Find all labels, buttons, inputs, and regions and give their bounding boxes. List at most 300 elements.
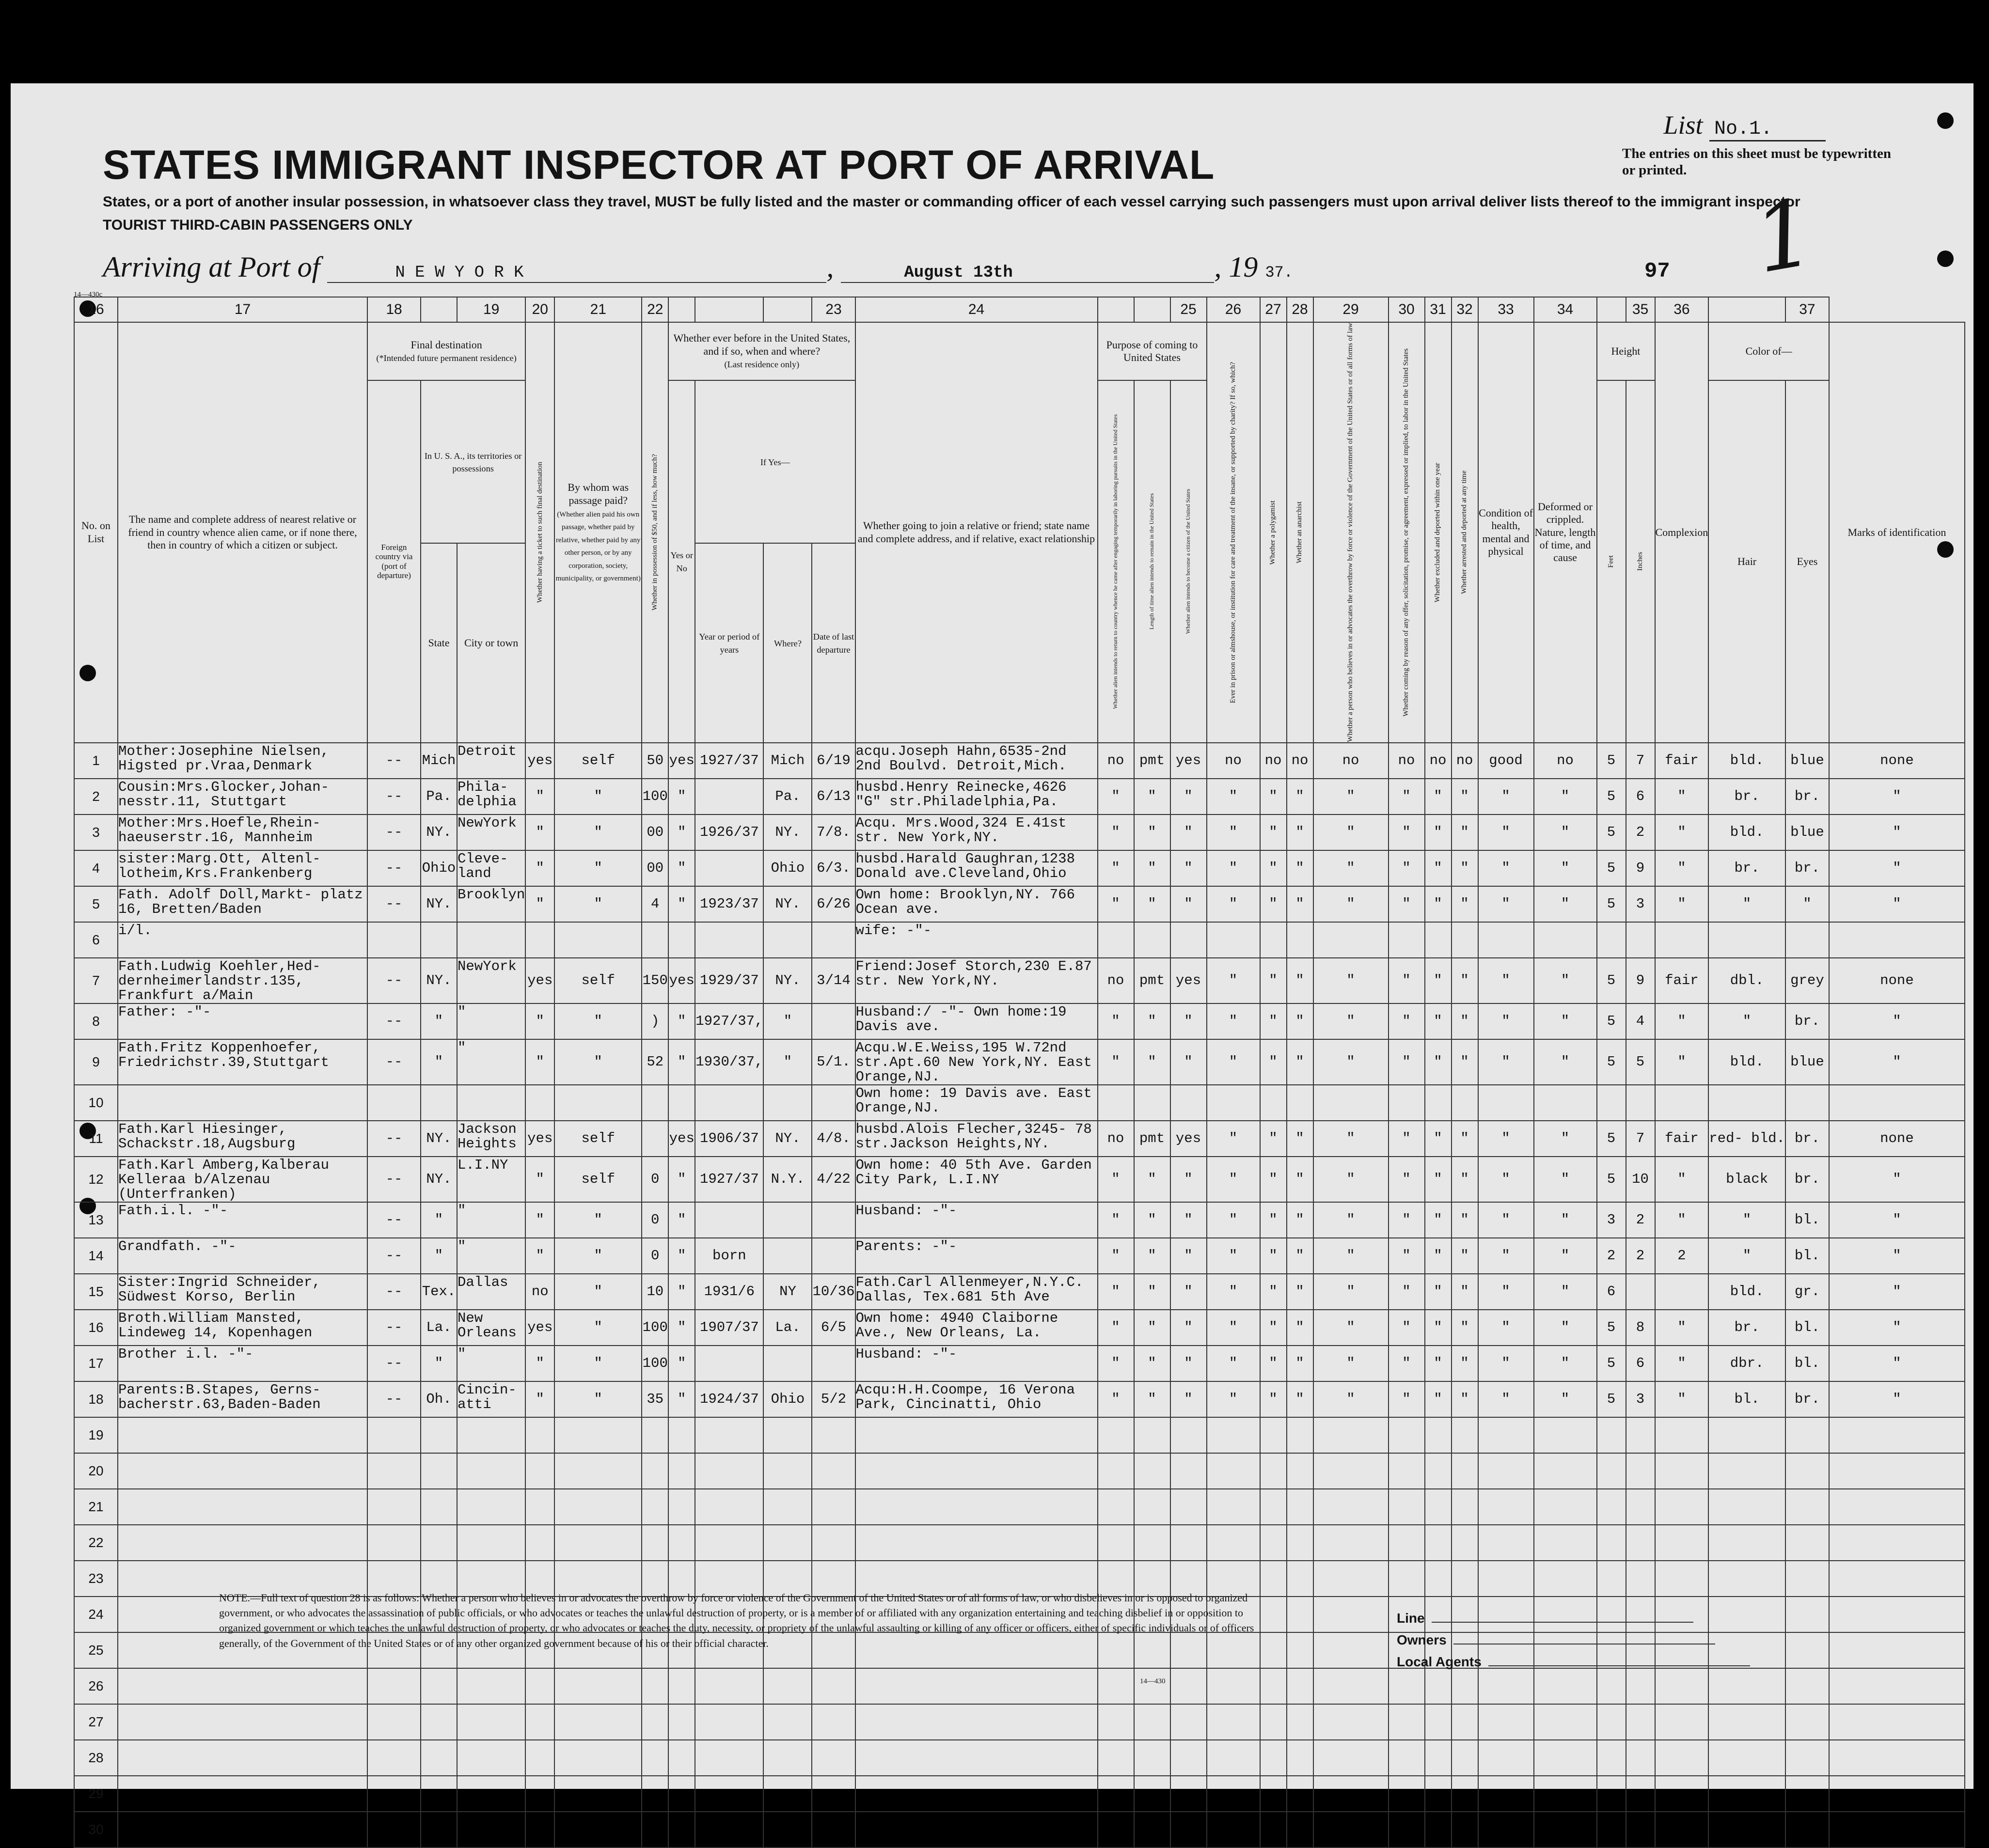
cell-cx [1655, 1704, 1709, 1740]
cell-marks: " [1829, 1310, 1965, 1346]
cell-hair [1708, 1812, 1785, 1848]
cell-fc [367, 1704, 421, 1740]
cell-tk: " [525, 1039, 554, 1085]
cell-c26 [1260, 1668, 1287, 1704]
cell-c27: " [1287, 1003, 1313, 1039]
cell-p2 [1134, 1740, 1170, 1776]
cell-c33 [1534, 1668, 1597, 1704]
cell-c33 [1534, 1525, 1597, 1561]
cell-city: Brooklyn [457, 886, 525, 922]
cell-tk: " [525, 814, 554, 850]
cell-p1 [1098, 1704, 1134, 1740]
cell-paid: " [554, 1346, 642, 1381]
cell-p3: " [1170, 886, 1207, 922]
cell-c30: " [1425, 814, 1452, 850]
cell-c28 [1313, 1085, 1389, 1121]
cell-c29 [1389, 1561, 1425, 1597]
cell-c27 [1287, 1561, 1313, 1597]
cell-yn [668, 1668, 695, 1704]
cell-p2: " [1134, 1157, 1170, 1202]
cell-city: Dallas [457, 1274, 525, 1310]
cell-st: Ohio [421, 850, 457, 886]
cell-ft [1597, 1704, 1626, 1740]
cell-c27: " [1287, 850, 1313, 886]
cell-n: 10 [74, 1085, 118, 1121]
cell-p3: " [1170, 1310, 1207, 1346]
cell-p3 [1170, 1812, 1207, 1848]
cell-cx: " [1655, 1039, 1709, 1085]
cell-money [642, 1085, 668, 1121]
cell-dt: 5/2 [812, 1381, 855, 1417]
cell-hair [1708, 1561, 1785, 1597]
cell-c32: " [1478, 1202, 1534, 1238]
cell-n: 2 [74, 779, 118, 814]
cell-ft: 2 [1597, 1238, 1626, 1274]
cell-c26 [1260, 1453, 1287, 1489]
cell-p2 [1134, 1704, 1170, 1740]
cell-where [763, 1776, 812, 1812]
cell-c32: good [1478, 743, 1534, 779]
manifest-row [74, 1039, 1965, 1085]
cell-c31: " [1452, 1039, 1478, 1085]
header-cell [1170, 380, 1207, 743]
manifest-row [74, 1274, 1965, 1310]
cell-c28: no [1313, 743, 1389, 779]
cell-hair: bld. [1708, 814, 1785, 850]
height-header: Height [1611, 345, 1641, 357]
cell-st: NY. [421, 1121, 457, 1157]
cell-st: " [421, 1238, 457, 1274]
cell-fc: -- [367, 1238, 421, 1274]
date-last-header: Date of last departure [813, 632, 854, 655]
cell-c25 [1207, 1525, 1260, 1561]
cell-where [763, 1202, 812, 1238]
cell-fc: -- [367, 743, 421, 779]
cell-where: Pa. [763, 779, 812, 814]
cell-join: acqu.Joseph Hahn,6535-2nd 2nd Boulvd. Detroit,Mich. [855, 743, 1098, 779]
cell-city: L.I.NY [457, 1157, 525, 1202]
foreign-country-header: Foreign country via (port of departure) [375, 542, 413, 580]
cell-c25 [1207, 1812, 1260, 1848]
cell-c26 [1260, 1417, 1287, 1453]
cell-money [642, 1121, 668, 1157]
cell-fc: -- [367, 1381, 421, 1417]
cell-yn [668, 1812, 695, 1848]
cell-c25 [1207, 1776, 1260, 1812]
cell-city [457, 1668, 525, 1704]
cell-c32: " [1478, 1003, 1534, 1039]
relative-header: The name and complete address of nearest relative or friend in country whence alien came, or if none there, then in country of which a citizen or subject. [128, 513, 357, 551]
cell-c30: " [1425, 1202, 1452, 1238]
cell-c25: " [1207, 850, 1260, 886]
cell-join: Own home: 4940 Claiborne Ave., New Orleans, La. [855, 1310, 1098, 1346]
cell-c27: " [1287, 1157, 1313, 1202]
cell-dt [812, 1525, 855, 1561]
cell-yn [668, 1085, 695, 1121]
cell-p1 [1098, 1776, 1134, 1812]
cell-c28: " [1313, 850, 1389, 886]
cell-tk [525, 1085, 554, 1121]
cell-in: 10 [1626, 1157, 1655, 1202]
cell-c26: no [1260, 743, 1287, 779]
column-number [1098, 297, 1134, 322]
cell-hair: " [1708, 1003, 1785, 1039]
cell-c29 [1389, 1453, 1425, 1489]
no-on-list-header: No. on List [81, 519, 110, 545]
cell-yn: yes [668, 958, 695, 1003]
cell-fc [367, 1417, 421, 1453]
cell-p3: " [1170, 1003, 1207, 1039]
cell-c30: " [1425, 1238, 1452, 1274]
cell-money: 0 [642, 1202, 668, 1238]
cell-c27 [1287, 1417, 1313, 1453]
cell-p3 [1170, 1740, 1207, 1776]
cell-dt: 3/14 [812, 958, 855, 1003]
cell-p1: no [1098, 1121, 1134, 1157]
cell-c33: " [1534, 1238, 1597, 1274]
manifest-row [74, 814, 1965, 850]
cell-c25 [1207, 922, 1260, 958]
cell-n: 17 [74, 1346, 118, 1381]
cell-c28: " [1313, 1346, 1389, 1381]
cell-c32 [1478, 1776, 1534, 1812]
cell-st: NY. [421, 814, 457, 850]
cell-marks [1829, 1704, 1965, 1740]
cell-c30: " [1425, 1310, 1452, 1346]
cell-c27: " [1287, 1238, 1313, 1274]
column-number: 19 [457, 297, 525, 322]
cell-c28 [1313, 1776, 1389, 1812]
cell-tk: " [525, 1381, 554, 1417]
cell-c30 [1425, 922, 1452, 958]
cell-yrs: 1931/6 [695, 1274, 763, 1310]
local-agents-label: Local Agents [1397, 1654, 1750, 1670]
cell-eyes [1785, 1704, 1829, 1740]
line-label: Line [1397, 1611, 1693, 1626]
cell-yn [668, 1417, 695, 1453]
cell-city: Phila- delphia [457, 779, 525, 814]
cell-hair [1708, 922, 1785, 958]
header-cell [1287, 322, 1313, 743]
cell-join: Parents: -"- [855, 1238, 1098, 1274]
cell-where: NY. [763, 1121, 812, 1157]
cell-c26: " [1260, 1202, 1287, 1238]
manifest-row [74, 1238, 1965, 1274]
cell-cx: " [1655, 1003, 1709, 1039]
cell-c26: " [1260, 1274, 1287, 1310]
cell-c31 [1452, 922, 1478, 958]
cell-hair: bl. [1708, 1381, 1785, 1417]
cell-c30 [1425, 1489, 1452, 1525]
cell-paid [554, 1668, 642, 1704]
cell-st: Pa. [421, 779, 457, 814]
passage-header: By whom was passage paid? [568, 481, 629, 506]
cell-marks [1829, 1597, 1965, 1632]
cell-n: 15 [74, 1274, 118, 1310]
cell-yn: " [668, 1346, 695, 1381]
cell-ft: 5 [1597, 1039, 1626, 1085]
cell-yn: " [668, 1003, 695, 1039]
cell-city: Cleve- land [457, 850, 525, 886]
cell-st: " [421, 1003, 457, 1039]
cell-paid: " [554, 814, 642, 850]
cell-c28: " [1313, 1310, 1389, 1346]
cell-c25: " [1207, 814, 1260, 850]
c27-header: Whether an anarchist [1295, 501, 1304, 564]
cell-st [421, 1085, 457, 1121]
cell-ft [1597, 1085, 1626, 1121]
manifest-row [74, 1776, 1965, 1812]
cell-c25 [1207, 1417, 1260, 1453]
cell-p2: " [1134, 1238, 1170, 1274]
cell-c27: " [1287, 1381, 1313, 1417]
cell-tk [525, 1740, 554, 1776]
cell-hair: dbr. [1708, 1346, 1785, 1381]
cell-join [855, 1453, 1098, 1489]
cell-p2 [1134, 1489, 1170, 1525]
cell-marks [1829, 1632, 1965, 1668]
cell-c25 [1207, 1740, 1260, 1776]
cell-c26: " [1260, 1121, 1287, 1157]
cell-join: Acqu.W.E.Weiss,195 W.72nd str.Apt.60 New York,NY. East Orange,NJ. [855, 1039, 1098, 1085]
cell-join: husbd.Henry Reinecke,4626 "G" str.Philadelphia,Pa. [855, 779, 1098, 814]
cell-marks: " [1829, 1039, 1965, 1085]
cell-tk [525, 1668, 554, 1704]
header-instructions: States, or a port of another insular possession, in whatsoever class they travel, MUST be fully listed and the master or commanding officer of each vessel carrying such passengers must upon arrival deliver lists thereof to the immigrant inspector [103, 194, 1800, 210]
cell-c31 [1452, 1489, 1478, 1525]
c28-header: Whether a person who believes in or advocates the overthrow by force or violence of the Government of the United States or of all forms of law [1346, 323, 1355, 742]
cell-dt [812, 1668, 855, 1704]
cell-marks [1829, 1453, 1965, 1489]
cell-c29: " [1389, 1310, 1425, 1346]
cell-money [642, 1740, 668, 1776]
header-cell [812, 543, 855, 743]
cell-in [1626, 1274, 1655, 1310]
cell-c31: " [1452, 1121, 1478, 1157]
cell-c32: " [1478, 1381, 1534, 1417]
cell-c28 [1313, 1632, 1389, 1668]
cell-yrs: 1927/37, [695, 1003, 763, 1039]
cell-eyes [1785, 1417, 1829, 1453]
cell-c31: " [1452, 779, 1478, 814]
column-number: 34 [1534, 297, 1597, 322]
cell-c32 [1478, 1561, 1534, 1597]
cell-paid [554, 1525, 642, 1561]
cell-eyes: gr. [1785, 1274, 1829, 1310]
cell-ft: 5 [1597, 779, 1626, 814]
cell-c27 [1287, 1453, 1313, 1489]
cell-tk: yes [525, 958, 554, 1003]
cell-c29: " [1389, 958, 1425, 1003]
cell-st: NY. [421, 886, 457, 922]
cell-p2 [1134, 1668, 1170, 1704]
cell-paid: " [554, 779, 642, 814]
cell-c27 [1287, 1704, 1313, 1740]
cell-p3: " [1170, 1346, 1207, 1381]
cell-p2: pmt [1134, 743, 1170, 779]
cell-tk [525, 1704, 554, 1740]
cell-yn: " [668, 1310, 695, 1346]
color-of-header: Color of— [1745, 345, 1792, 357]
cell-c25 [1207, 1085, 1260, 1121]
cell-cx [1655, 1812, 1709, 1848]
cell-dt [812, 1085, 855, 1121]
cell-in: 6 [1626, 779, 1655, 814]
cell-eyes: br. [1785, 779, 1829, 814]
cell-st: Tex. [421, 1274, 457, 1310]
cell-where: " [763, 1039, 812, 1085]
cell-join: Acqu. Mrs.Wood,324 E.41st str. New York,NY. [855, 814, 1098, 850]
cell-c33: " [1534, 1157, 1597, 1202]
header-cell [1829, 322, 1965, 743]
cell-c30: " [1425, 1157, 1452, 1202]
cell-dt [812, 1489, 855, 1525]
cell-c27: " [1287, 1346, 1313, 1381]
cell-c27 [1287, 1489, 1313, 1525]
cell-tk: " [525, 1003, 554, 1039]
cell-p3: " [1170, 1202, 1207, 1238]
c30-header: Whether excluded and deported within one year [1434, 462, 1442, 602]
cell-hair [1708, 1776, 1785, 1812]
cell-ft [1597, 1417, 1626, 1453]
header-cell [1478, 322, 1534, 743]
cell-yrs: 1906/37 [695, 1121, 763, 1157]
cell-c26 [1260, 1704, 1287, 1740]
cell-c25 [1207, 1704, 1260, 1740]
cell-c29 [1389, 1668, 1425, 1704]
cell-marks: " [1829, 779, 1965, 814]
cell-dt [812, 1704, 855, 1740]
cell-where: NY. [763, 958, 812, 1003]
cell-c31: " [1452, 886, 1478, 922]
cell-yrs: 1907/37 [695, 1310, 763, 1346]
cell-cx [1655, 1668, 1709, 1704]
header-cell [1708, 380, 1785, 743]
cell-p2: " [1134, 1274, 1170, 1310]
cell-c31: " [1452, 1310, 1478, 1346]
cell-money: 50 [642, 743, 668, 779]
cell-rel: Fath.Karl Amberg,Kalberau Kelleraa b/Alzenau (Unterfranken) [118, 1157, 367, 1202]
cell-c28 [1313, 1453, 1389, 1489]
cell-rel: Mother:Mrs.Hoefle,Rhein- haeuserstr.16, Mannheim [118, 814, 367, 850]
cell-c27 [1287, 1632, 1313, 1668]
cell-join: Acqu:H.H.Coompe, 16 Verona Park, Cincinatti, Ohio [855, 1381, 1098, 1417]
cell-p3 [1170, 922, 1207, 958]
cell-c27: " [1287, 1121, 1313, 1157]
cell-c30 [1425, 1668, 1452, 1704]
cell-c26: " [1260, 1346, 1287, 1381]
cell-fc: -- [367, 850, 421, 886]
header-cell [695, 543, 763, 743]
cell-c25: " [1207, 1003, 1260, 1039]
final-destination-header: Final destination [410, 338, 482, 351]
cell-city [457, 1085, 525, 1121]
cell-ft [1597, 1668, 1626, 1704]
cell-c30: " [1425, 1039, 1452, 1085]
cell-c33: no [1534, 743, 1597, 779]
health-header: Condition of health, mental and physical [1479, 506, 1533, 558]
header-cell [1260, 322, 1287, 743]
manifest-row [74, 1381, 1965, 1417]
header-cell [1597, 322, 1655, 380]
manifest-row [74, 886, 1965, 922]
cell-c26: " [1260, 1238, 1287, 1274]
cell-rel: Fath. Adolf Doll,Markt- platz 16, Bretten/Baden [118, 886, 367, 922]
cell-p1 [1098, 1740, 1134, 1776]
cell-ft: 5 [1597, 1381, 1626, 1417]
cell-n: 22 [74, 1525, 118, 1561]
cell-paid: self [554, 743, 642, 779]
cell-hair [1708, 1597, 1785, 1632]
cell-p1: no [1098, 958, 1134, 1003]
cell-marks [1829, 1740, 1965, 1776]
cell-p3: yes [1170, 958, 1207, 1003]
cell-c33 [1534, 1417, 1597, 1453]
cell-c25: no [1207, 743, 1260, 779]
cell-rel [118, 1740, 367, 1776]
cell-tk: " [525, 1346, 554, 1381]
cell-c31 [1452, 1740, 1478, 1776]
cell-c27 [1287, 1597, 1313, 1632]
cell-c33: " [1534, 1039, 1597, 1085]
cell-c31 [1452, 1776, 1478, 1812]
marks-header: Marks of identification [1847, 526, 1946, 538]
manifest-row [74, 1668, 1965, 1704]
cell-p1 [1098, 922, 1134, 958]
cell-c30 [1425, 1704, 1452, 1740]
cell-join: Friend:Josef Storch,230 E.87 str. New York,NY. [855, 958, 1098, 1003]
cell-money: 0 [642, 1157, 668, 1202]
header-cell [1655, 322, 1709, 743]
inches-header: Inches [1636, 552, 1644, 571]
cell-c28 [1313, 1704, 1389, 1740]
cell-yrs [695, 1417, 763, 1453]
cell-money: 100 [642, 779, 668, 814]
cell-st: " [421, 1039, 457, 1085]
header-cell [1207, 322, 1260, 743]
cell-st [421, 1812, 457, 1848]
cell-fc: -- [367, 1121, 421, 1157]
cell-hair: bld. [1708, 1039, 1785, 1085]
cell-in [1626, 1525, 1655, 1561]
cell-n: 12 [74, 1157, 118, 1202]
cell-c26 [1260, 1812, 1287, 1848]
cell-marks: " [1829, 1003, 1965, 1039]
cell-rel: Cousin:Mrs.Glocker,Johan- nesstr.11, Stuttgart [118, 779, 367, 814]
cell-c29: " [1389, 1346, 1425, 1381]
cell-where: N.Y. [763, 1157, 812, 1202]
cell-c28: " [1313, 779, 1389, 814]
arrival-date: August 13th [841, 264, 1214, 283]
cell-p1: " [1098, 1274, 1134, 1310]
cell-eyes: grey [1785, 958, 1829, 1003]
column-number: 30 [1389, 297, 1425, 322]
cell-n: 24 [74, 1597, 118, 1632]
cell-where: La. [763, 1310, 812, 1346]
cell-money [642, 1668, 668, 1704]
cell-join: husbd.Alois Flecher,3245- 78 str.Jackson Heights,NY. [855, 1121, 1098, 1157]
cell-hair: bld. [1708, 1274, 1785, 1310]
cell-eyes [1785, 1668, 1829, 1704]
cell-c31: " [1452, 814, 1478, 850]
cell-fc [367, 1812, 421, 1848]
cell-c27 [1287, 922, 1313, 958]
city-header: City or town [464, 636, 519, 649]
cell-hair [1708, 1489, 1785, 1525]
cell-yn: " [668, 886, 695, 922]
cell-p2: pmt [1134, 958, 1170, 1003]
header-cell [1313, 322, 1389, 743]
